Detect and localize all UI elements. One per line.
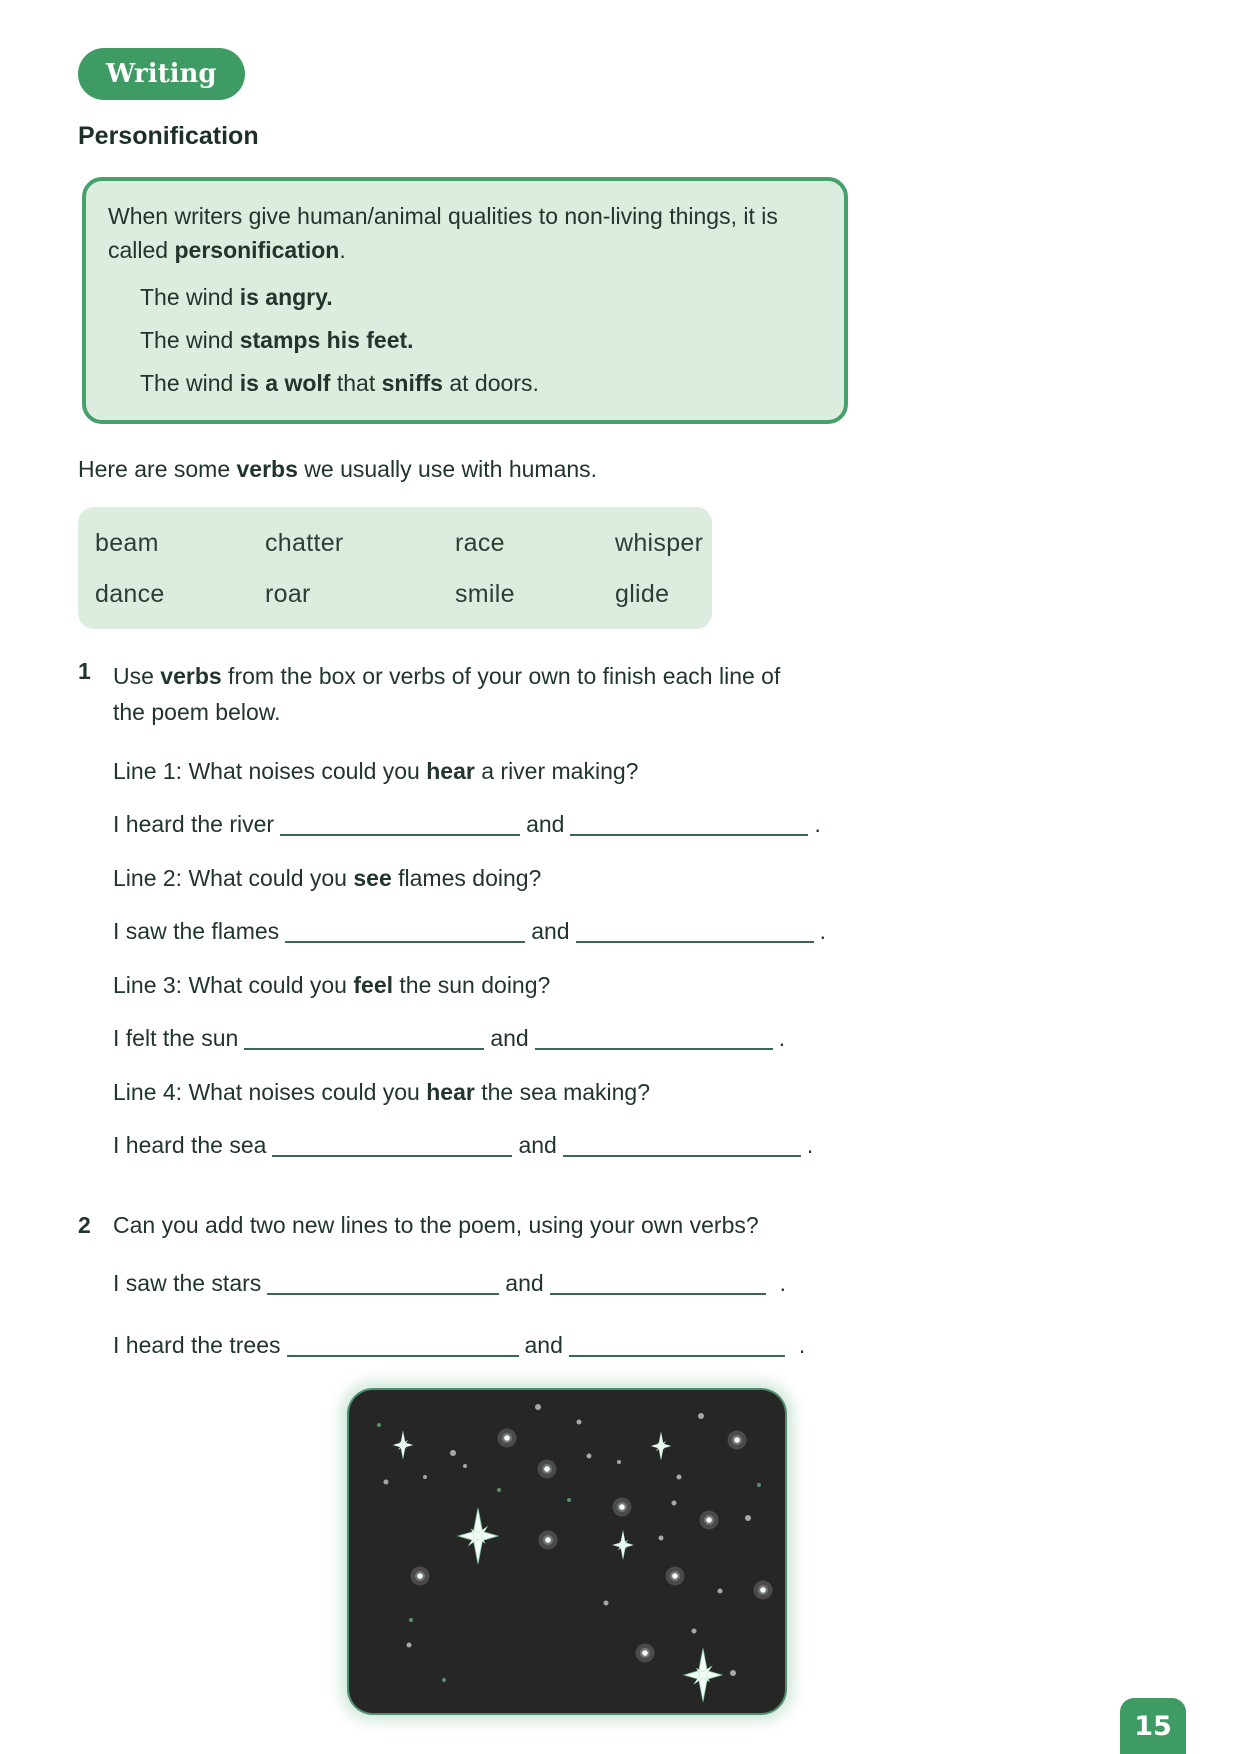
fill-trees-and: and xyxy=(524,1332,563,1358)
prompt-line-3 xyxy=(113,972,1240,998)
question-2-text: Can you add two new lines to the poem, using your own verbs? xyxy=(113,1212,759,1238)
fill-flames-and: and xyxy=(531,918,570,944)
question-1-text xyxy=(113,658,873,730)
verb-row-2 xyxy=(95,580,712,609)
night-sky-stars xyxy=(349,1390,785,1713)
prompt-4-pre: Line 4: What noises could you xyxy=(113,1079,427,1105)
example-2-bold: stamps his feet. xyxy=(239,327,414,353)
fill-stars-period: . xyxy=(779,1270,787,1296)
verbs-note-bold: verbs xyxy=(236,456,298,482)
fill-river-period: . xyxy=(814,811,821,837)
info-intro-line2-bold: personification xyxy=(174,237,340,263)
fill-river-text: I heard the river xyxy=(113,811,275,837)
prompt-line-2 xyxy=(113,865,1240,891)
fill-sea-blank-1 xyxy=(272,1139,512,1157)
fill-trees-text: I heard the trees xyxy=(113,1332,281,1358)
fill-sea-and: and xyxy=(518,1132,557,1158)
fill-trees-blank-1 xyxy=(287,1339,519,1357)
fill-line-stars xyxy=(113,1270,1240,1296)
fill-sea-period: . xyxy=(806,1132,814,1158)
prompt-line-4 xyxy=(113,1079,1240,1105)
question-2 xyxy=(78,1212,1240,1239)
fill-flames-blank-1 xyxy=(285,925,525,943)
question-2-number: 2 xyxy=(78,1212,91,1238)
verb-glide: glide xyxy=(615,580,670,608)
prompt-2-pre: Line 2: What could you xyxy=(113,865,354,891)
fill-river-blank-1 xyxy=(280,818,520,836)
verb-beam: beam xyxy=(95,529,159,557)
fill-sun-blank-1 xyxy=(244,1032,484,1050)
question-1 xyxy=(78,658,1240,730)
example-3-bold2: sniffs xyxy=(381,370,443,396)
fill-river-and: and xyxy=(526,811,565,837)
prompt-1-pre: Line 1: What noises could you xyxy=(113,758,427,784)
verbs-note-post: we usually use with humans. xyxy=(297,456,598,482)
verb-whisper: whisper xyxy=(615,529,704,557)
verb-chatter: chatter xyxy=(265,529,344,557)
fill-stars-and: and xyxy=(505,1270,544,1296)
page-number-tab xyxy=(1120,1698,1186,1754)
example-2 xyxy=(140,327,820,353)
info-intro-line1: When writers give human/animal qualities to non-living things, it is xyxy=(108,203,778,229)
night-sky-image xyxy=(349,1390,785,1713)
fill-trees-blank-2 xyxy=(569,1339,785,1357)
fill-sun-period: . xyxy=(778,1025,786,1051)
fill-trees-period: . xyxy=(798,1332,806,1358)
example-2-pre: The wind xyxy=(140,327,240,353)
question-1-line2: the poem below. xyxy=(113,699,281,725)
fill-flames-blank-2 xyxy=(576,925,814,943)
medium-star-icon xyxy=(393,1431,413,1459)
verb-dance: dance xyxy=(95,580,165,608)
fill-line-trees xyxy=(113,1332,1240,1358)
prompt-4-post: the sea making? xyxy=(474,1079,651,1105)
page-number: 15 xyxy=(1134,1710,1172,1742)
fill-sun-text: I felt the sun xyxy=(113,1025,239,1051)
prompt-line-1 xyxy=(113,758,1240,784)
big-star-icon xyxy=(458,1508,498,1564)
example-1-pre: The wind xyxy=(140,284,240,310)
medium-star-icon xyxy=(651,1432,671,1460)
verb-smile: smile xyxy=(455,580,515,608)
fill-flames-text: I saw the flames xyxy=(113,918,280,944)
fill-line-sun xyxy=(113,1025,1240,1051)
verb-box xyxy=(78,507,712,629)
example-3-pre: The wind xyxy=(140,370,240,396)
example-3 xyxy=(140,370,820,396)
example-3-bold1: is a wolf xyxy=(239,370,331,396)
fill-sun-blank-2 xyxy=(535,1032,773,1050)
writing-badge xyxy=(78,48,245,100)
example-1-bold: is angry. xyxy=(239,284,333,310)
question-1-post: from the box or verbs of your own to finish each line of xyxy=(221,663,781,689)
fill-river-blank-2 xyxy=(570,818,808,836)
fill-sun-and: and xyxy=(490,1025,529,1051)
fill-stars-blank-1 xyxy=(267,1277,499,1295)
verbs-note xyxy=(78,456,1240,483)
example-3-mid: that xyxy=(330,370,382,396)
verbs-note-pre: Here are some xyxy=(78,456,237,482)
writing-badge-label: Writing xyxy=(106,59,217,89)
info-intro-line2-post: . xyxy=(339,237,346,263)
prompt-3-pre: Line 3: What could you xyxy=(113,972,354,998)
prompt-1-bold: hear xyxy=(426,758,475,784)
question-1-bold: verbs xyxy=(160,663,222,689)
verb-roar: roar xyxy=(265,580,311,608)
fill-line-river xyxy=(113,811,1240,837)
prompt-3-post: the sun doing? xyxy=(393,972,551,998)
prompt-2-bold: see xyxy=(353,865,392,891)
fill-line-flames xyxy=(113,918,1240,944)
info-intro-line2-pre: called xyxy=(108,237,175,263)
question-1-number: 1 xyxy=(78,658,91,684)
prompt-3-bold: feel xyxy=(353,972,394,998)
fill-line-sea xyxy=(113,1132,1240,1158)
fill-stars-blank-2 xyxy=(550,1277,766,1295)
verb-race: race xyxy=(455,529,505,557)
big-star-icon xyxy=(684,1648,722,1701)
question-1-pre: Use xyxy=(113,663,161,689)
info-intro xyxy=(108,199,820,267)
fill-sea-blank-2 xyxy=(563,1139,801,1157)
prompt-2-post: flames doing? xyxy=(391,865,542,891)
prompt-1-post: a river making? xyxy=(474,758,639,784)
prompt-4-bold: hear xyxy=(426,1079,475,1105)
personification-info-box xyxy=(82,177,848,424)
medium-star-icon xyxy=(613,1530,634,1559)
fill-sea-text: I heard the sea xyxy=(113,1132,267,1158)
example-1 xyxy=(140,284,820,310)
page-title: Personification xyxy=(78,122,259,150)
fill-flames-period: . xyxy=(819,918,826,944)
fill-stars-text: I saw the stars xyxy=(113,1270,262,1296)
example-3-post: at doors. xyxy=(442,370,539,396)
verb-row-1 xyxy=(95,529,712,558)
